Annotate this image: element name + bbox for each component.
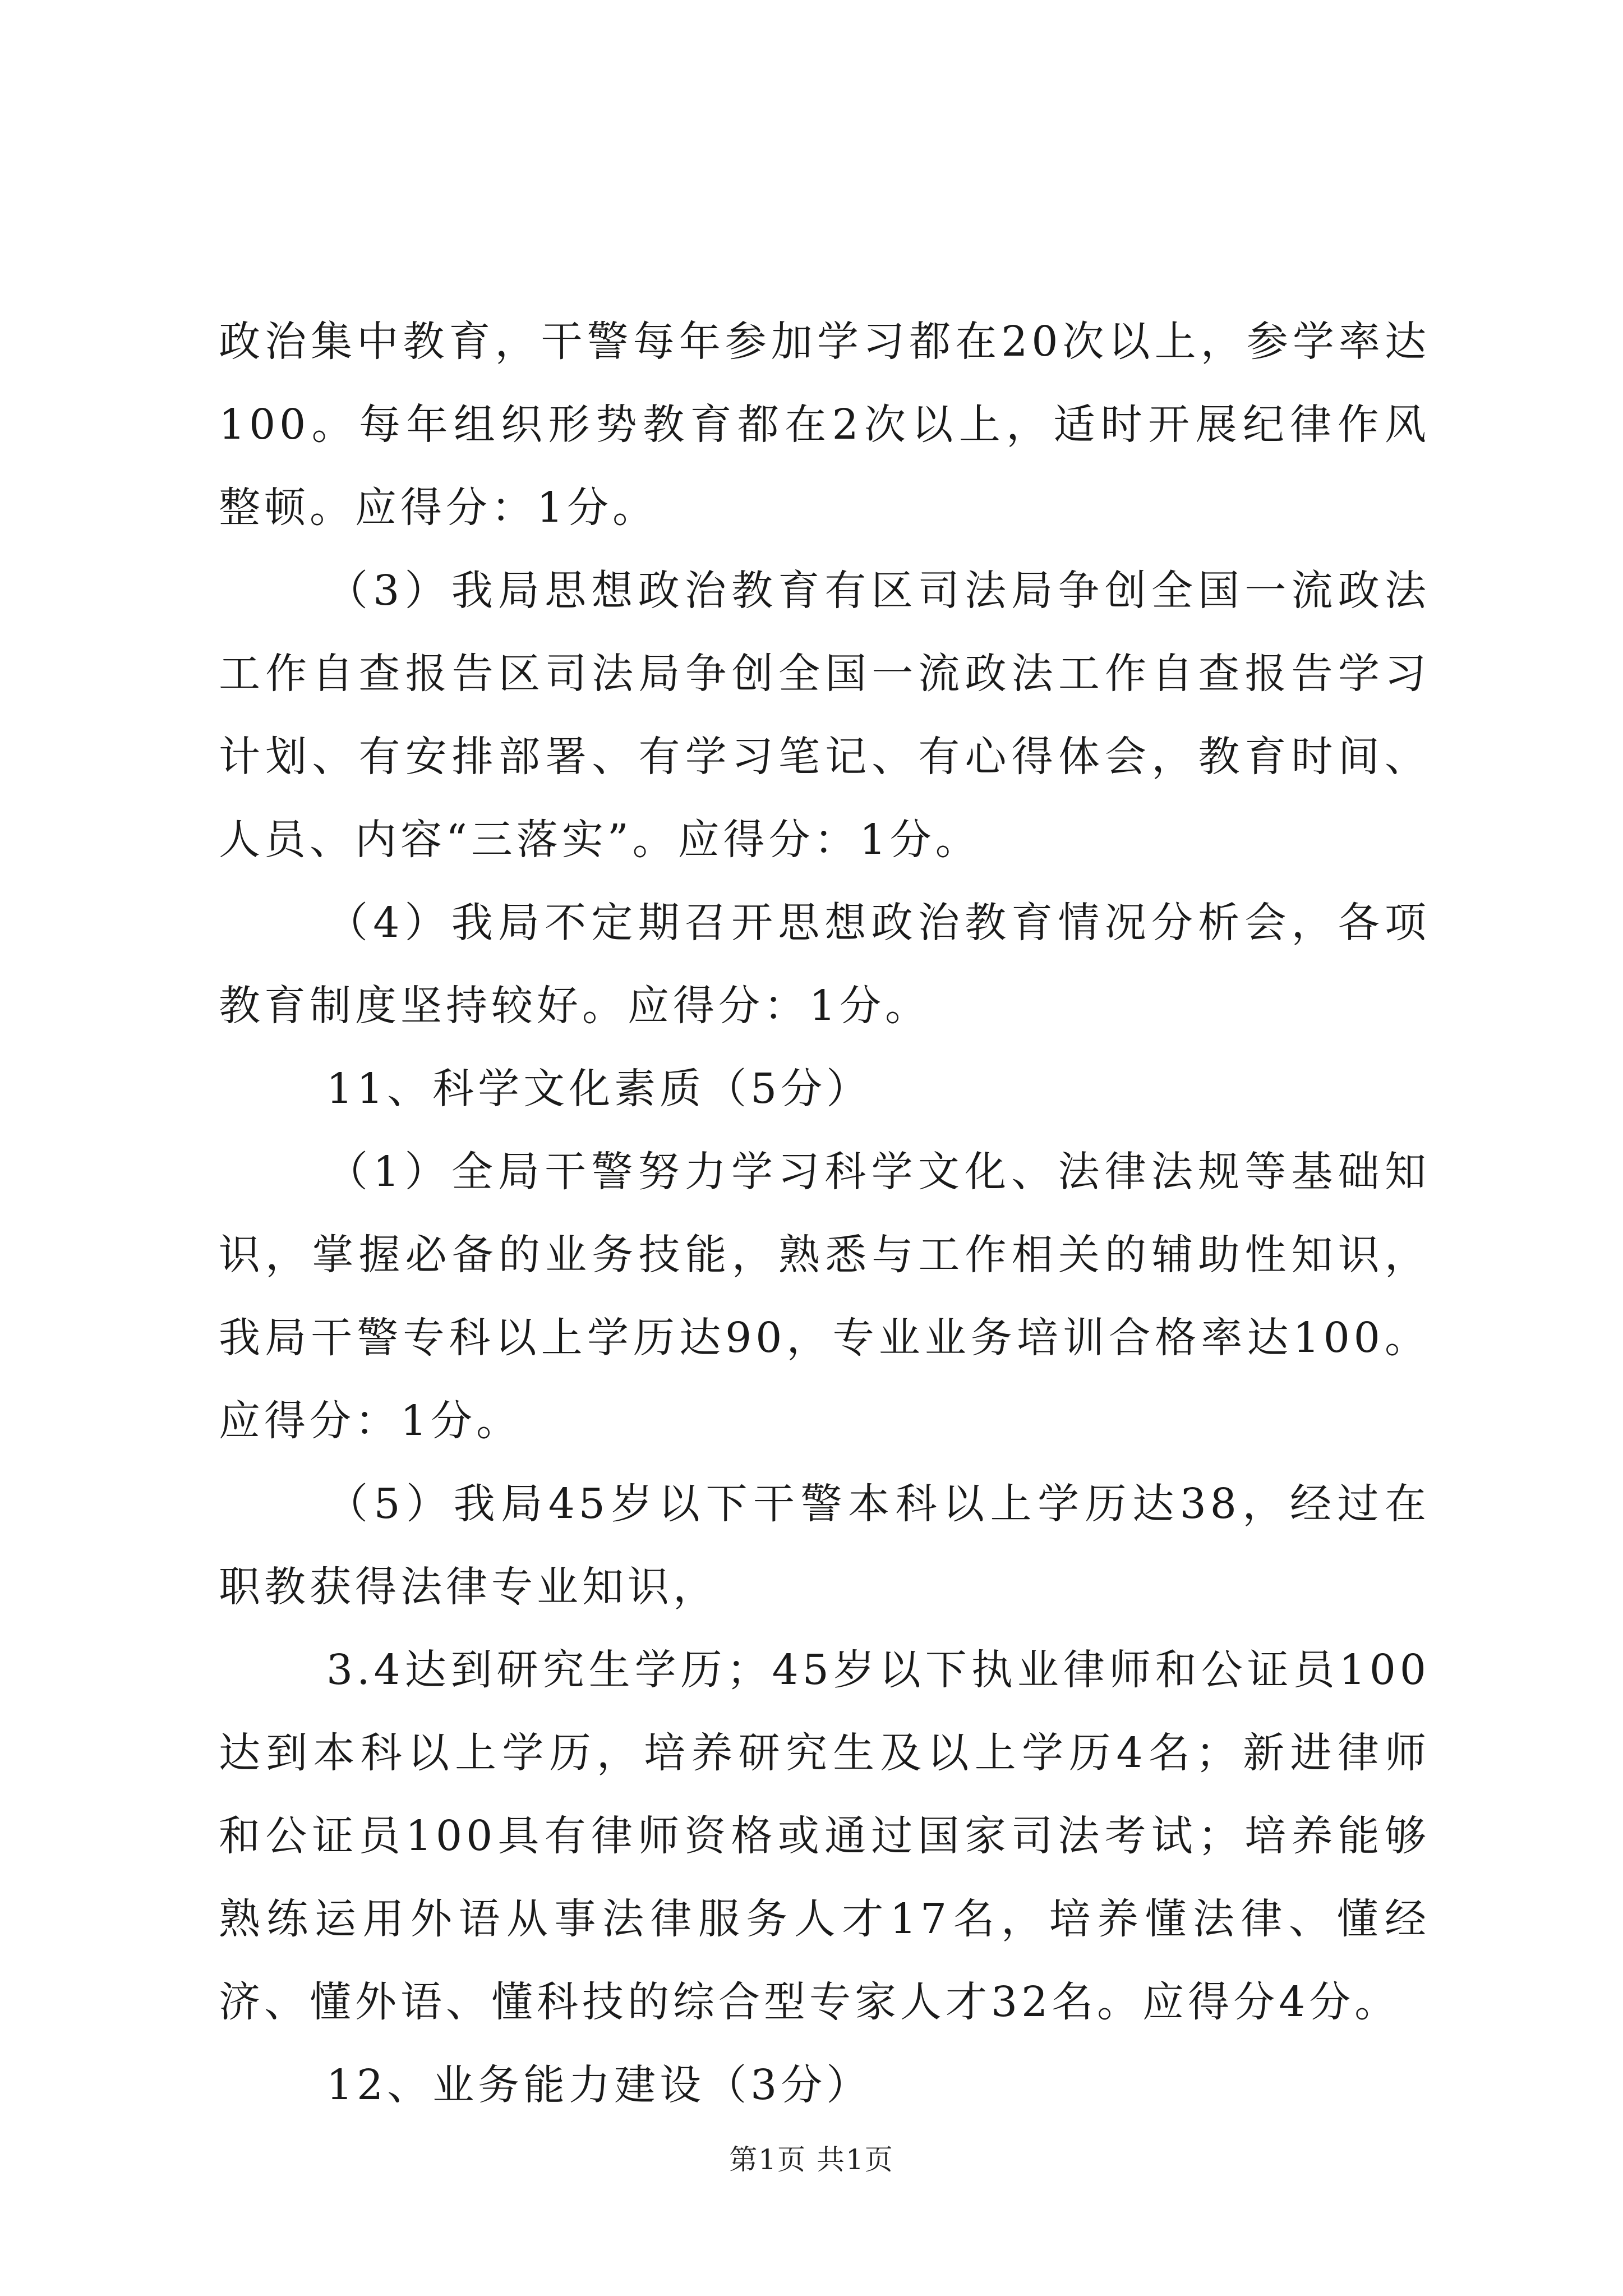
paragraph-2: （3）我局思想政治教育有区司法局争创全国一流政法工作自查报告区司法局争创全国一流政法工作自查报告学习计划、有安排部署、有学习笔记、有心得体会，教育时间、人员、内容“三落实”。应得分：1分。 bbox=[219, 567, 1430, 864]
document-body bbox=[219, 300, 1430, 2127]
paragraph-4: （1）全局干警努力学习科学文化、法律法规等基础知识，掌握必备的业务技能，熟悉与工作相关的辅助性知识，我局干警专科以上学历达90，专业业务培训合格率达100。应得分：1分。 bbox=[219, 1148, 1430, 1445]
paragraph-1: 政治集中教育，干警每年参加学习都在20次以上，参学率达100。每年组织形势教育都在2次以上，适时开展纪律作风整顿。应得分：1分。 bbox=[219, 318, 1430, 532]
section-heading-12: 12、业务能力建设（3分） bbox=[326, 2061, 872, 2109]
section-heading-11: 11、科学文化素质（5分） bbox=[326, 1065, 872, 1113]
paragraph-6: 3.4达到研究生学历；45岁以下执业律师和公证员100达到本科以上学历，培养研究生及以上学历4名；新进律师和公证员100具有律师资格或通过国家司法考试；培养能够熟练运用外语从事法律服务人才17名，培养懂法律、懂经济、懂外语、懂科技的综合型专家人才32名。应得分4分。 bbox=[219, 1646, 1430, 2026]
paragraph-5: （5）我局45岁以下干警本科以上学历达38，经过在职教获得法律专业知识， bbox=[219, 1480, 1430, 1611]
page-footer: 第1页 共1页 bbox=[729, 2143, 894, 2176]
paragraph-3: （4）我局不定期召开思想政治教育情况分析会，各项教育制度坚持较好。应得分：1分。 bbox=[219, 899, 1430, 1030]
